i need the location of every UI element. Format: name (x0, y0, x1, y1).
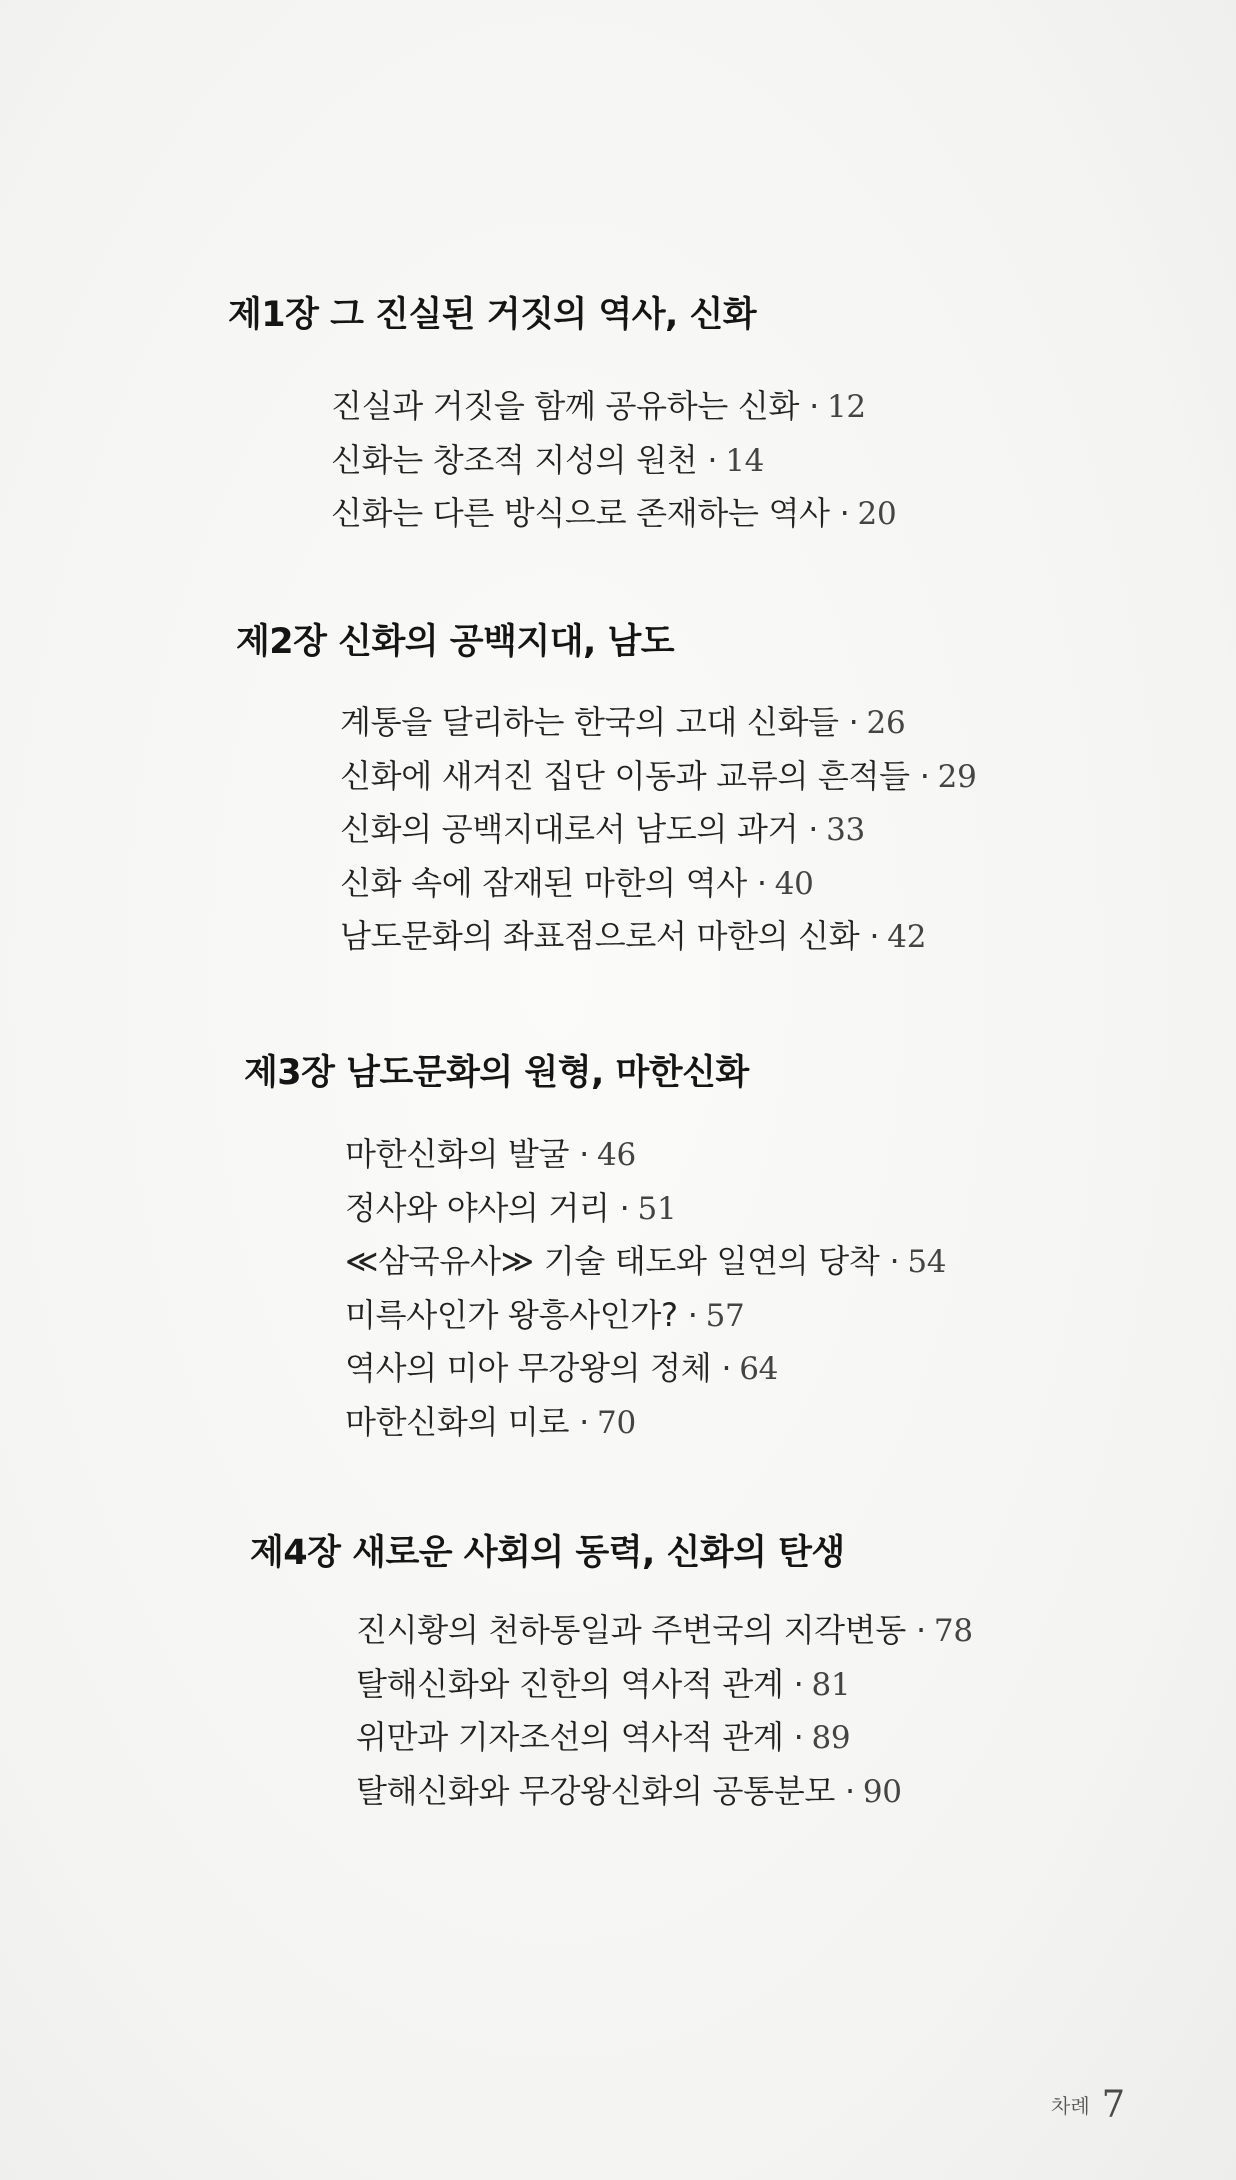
toc-entry (345, 1128, 946, 1182)
entry-separator: · (848, 703, 859, 741)
entry-title: ≪삼국유사≫ 기술 태도와 일연의 당착 (345, 1242, 880, 1280)
entry-title: 정사와 야사의 거리 (345, 1188, 610, 1227)
entry-separator: · (579, 1402, 590, 1441)
entry-title: 위만과 기자조선의 역사적 관계 (356, 1718, 784, 1756)
entry-separator: · (721, 1349, 732, 1387)
chapter-4-entries (356, 1604, 973, 1818)
page-footer (1051, 2083, 1125, 2126)
entry-title: 미륵사인가 왕흥사인가? (345, 1295, 678, 1334)
chapter-1-title: 제1장 그 진실된 거짓의 역사, 신화 (228, 295, 757, 335)
chapter-3-title: 제3장 남도문화의 원형, 마한신화 (244, 1053, 749, 1093)
entry-separator: · (869, 917, 880, 955)
toc-entry (331, 487, 896, 541)
entry-page-number: 57 (705, 1297, 745, 1334)
entry-title: 탈해신화와 진한의 역사적 관계 (356, 1664, 784, 1703)
chapter-3-entries (345, 1128, 946, 1449)
footer-section-label: 차례 (1051, 2094, 1090, 2118)
entry-page-number: 81 (811, 1666, 851, 1703)
entry-title: 역사의 미아 무강왕의 정체 (345, 1349, 712, 1387)
footer-page-number: 7 (1101, 2083, 1126, 2126)
entry-page-number: 40 (774, 865, 814, 902)
chapter-2-entries (340, 696, 977, 964)
toc-entry (331, 434, 896, 488)
entry-separator: · (756, 863, 767, 902)
entry-page-number: 33 (826, 812, 865, 848)
entry-separator: · (809, 387, 819, 425)
entry-page-number: 20 (857, 496, 897, 532)
entry-separator: · (808, 810, 819, 848)
entry-separator: · (793, 1718, 804, 1756)
entry-page-number: 89 (811, 1720, 851, 1756)
entry-separator: · (687, 1295, 698, 1334)
entry-separator: · (844, 1771, 855, 1810)
entry-separator: · (919, 756, 930, 795)
entry-title: 마한신화의 발굴 (345, 1135, 570, 1173)
chapter-2-title: 제2장 신화의 공백지대, 남도 (236, 622, 675, 662)
chapter-4-title: 제4장 새로운 사회의 동력, 신화의 탄생 (250, 1533, 845, 1573)
entry-title: 탈해신화와 무강왕신화의 공통분모 (356, 1771, 835, 1810)
toc-entry (345, 1182, 946, 1236)
entry-title: 남도문화의 좌표점으로서 마한의 신화 (340, 917, 860, 955)
entry-separator: · (839, 494, 850, 532)
toc-entry (356, 1711, 973, 1765)
entry-page-number: 70 (597, 1404, 636, 1441)
entry-title: 계통을 달리하는 한국의 고대 신화들 (340, 703, 839, 741)
entry-page-number: 64 (739, 1351, 779, 1387)
toc-entry (345, 1342, 946, 1396)
toc-entry (345, 1289, 946, 1343)
entry-separator: · (619, 1188, 630, 1227)
toc-entry (356, 1604, 973, 1658)
entry-title: 진시황의 천하통일과 주변국의 지각변동 (356, 1611, 907, 1649)
chapter-1-entries (331, 380, 896, 541)
toc-entry (345, 1396, 946, 1450)
toc-entry (340, 910, 977, 964)
entry-page-number: 78 (933, 1613, 973, 1649)
entry-page-number: 29 (937, 758, 977, 795)
toc-entry (331, 380, 896, 434)
toc-entry (356, 1658, 973, 1712)
entry-page-number: 26 (866, 705, 906, 741)
entry-page-number: 42 (887, 919, 927, 955)
toc-entry (345, 1235, 946, 1289)
toc-entry (340, 803, 977, 857)
entry-title: 신화에 새겨진 집단 이동과 교류의 흔적들 (340, 756, 910, 795)
entry-page-number: 14 (725, 442, 765, 479)
entry-title: 진실과 거짓을 함께 공유하는 신화 (331, 387, 800, 425)
entry-page-number: 51 (637, 1190, 677, 1227)
entry-title: 신화는 다른 방식으로 존재하는 역사 (331, 494, 830, 532)
toc-entry (356, 1765, 973, 1819)
entry-separator: · (793, 1664, 804, 1703)
entry-separator: · (916, 1611, 926, 1649)
entry-separator: · (889, 1242, 900, 1280)
toc-entry (340, 750, 977, 804)
entry-page-number: 46 (597, 1137, 636, 1173)
toc-entry (340, 696, 977, 750)
entry-title: 마한신화의 미로 (345, 1402, 570, 1441)
entry-title: 신화 속에 잠재된 마한의 역사 (340, 863, 747, 902)
toc-entry (340, 857, 977, 911)
entry-separator: · (707, 440, 718, 479)
entry-page-number: 54 (907, 1244, 947, 1280)
entry-title: 신화는 창조적 지성의 원천 (331, 440, 698, 479)
entry-title: 신화의 공백지대로서 남도의 과거 (340, 810, 799, 848)
entry-separator: · (579, 1135, 590, 1173)
entry-page-number: 90 (862, 1773, 902, 1810)
entry-page-number: 12 (826, 389, 866, 425)
